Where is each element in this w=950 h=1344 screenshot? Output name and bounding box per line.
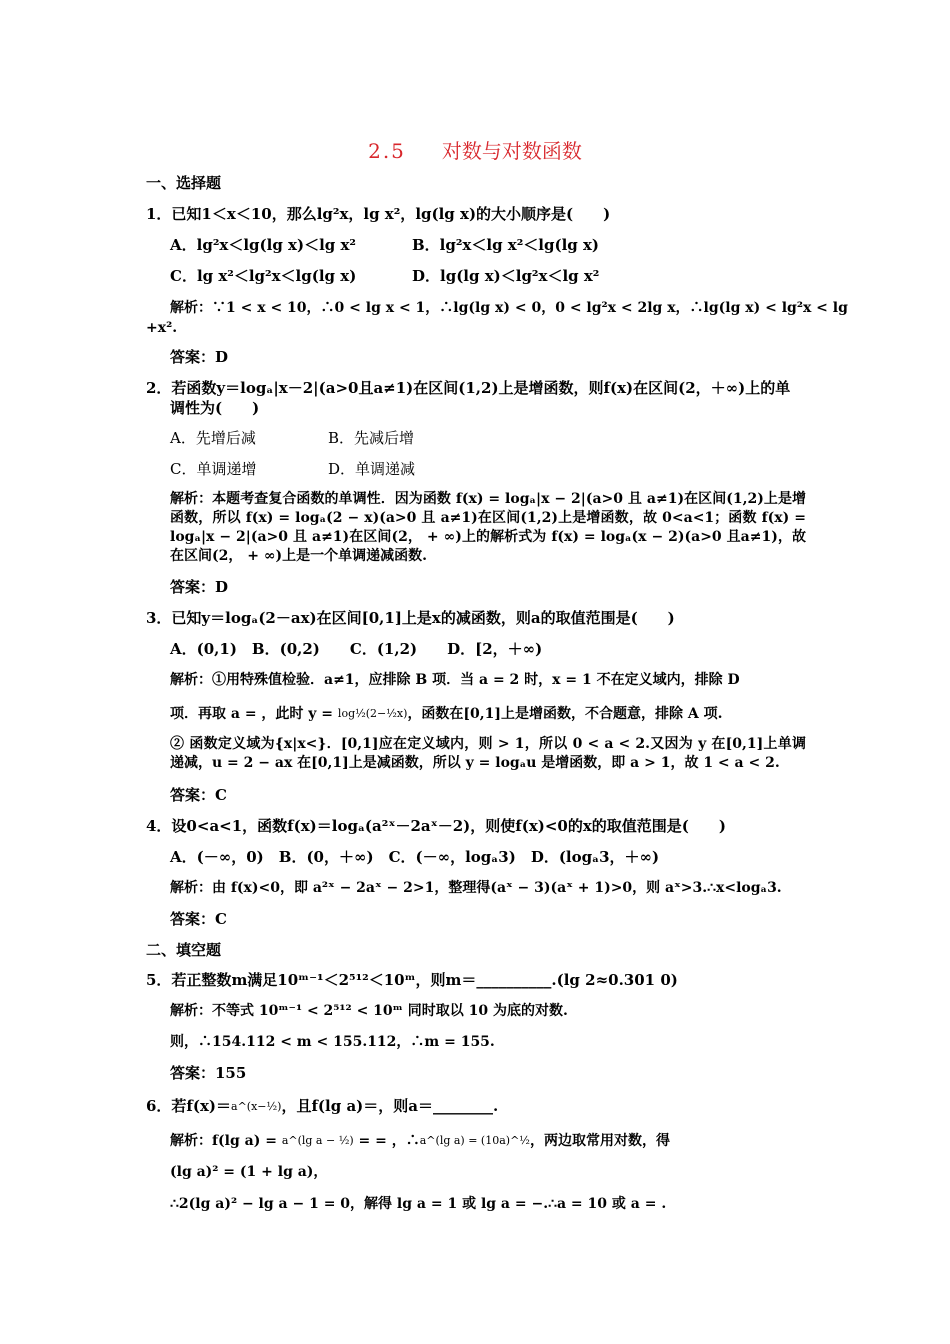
question-3-stem: 3．已知y＝logₐ(2－ax)在区间[0,1]上是x的减函数，则a的取值范围是( ) bbox=[146, 609, 675, 627]
question-3-options: A．(0,1) B．(0,2) C．(1,2) D．[2，＋∞) bbox=[170, 640, 543, 658]
question-2-option-b: B．先减后增 bbox=[328, 429, 415, 447]
question-3-answer: 答案：C bbox=[170, 786, 227, 804]
analysis-text: ，两边取常用对数，得 bbox=[529, 1133, 670, 1149]
page-title bbox=[0, 138, 950, 164]
question-6-analysis-2: (lg a)² = (1 + lg a)， bbox=[170, 1164, 328, 1180]
section-heading-choice: 一、选择题 bbox=[146, 174, 222, 192]
question-5-analysis-1: 解析：不等式 10ᵐ⁻¹ < 2⁵¹² < 10ᵐ 同时取以 10 为底的对数. bbox=[170, 1003, 568, 1019]
question-5-analysis-2: 则，∴154.112 < m < 155.112，∴m = 155. bbox=[170, 1034, 495, 1050]
question-5-answer: 答案：155 bbox=[170, 1064, 247, 1082]
question-2-stem-cont: 调性为( ) bbox=[170, 399, 260, 417]
question-3-analysis-3: ② 函数定义域为{x|x<}．[0,1]应在定义域内，则 > 1，所以 0 < a < 2.又因为 y 在[0,1]上单调递减，u = 2 − ax 在[0,1]上是减函数，所以 y = logₐu 是增函数，即 a > 1，故 1 < a < 2. bbox=[170, 736, 806, 771]
question-6-analysis-3: ∴2(lg a)² − lg a − 1 = 0，解得 lg a = 1 或 lg a = −.∴a = 10 或 a = . bbox=[170, 1196, 667, 1212]
question-1-stem: 1．已知1＜x＜10，那么lg²x，lg x²，lg(lg x)的大小顺序是( ) bbox=[146, 205, 611, 223]
analysis-text: ，函数在[0,1]上是增函数，不合题意，排除 A 项. bbox=[407, 706, 723, 722]
question-2-option-c: C．单调递增 bbox=[170, 460, 257, 478]
stem-text: ，且f(lg a)＝，则a＝________. bbox=[281, 1097, 499, 1115]
question-2-option-d: D．单调递减 bbox=[328, 460, 416, 478]
analysis-text: = = ，∴ bbox=[353, 1133, 420, 1149]
section-title: 对数与对数函数 bbox=[441, 139, 582, 163]
question-1-option-c: C．lg x²＜lg²x＜lg(lg x) bbox=[170, 267, 357, 285]
question-6-analysis-1 bbox=[170, 1131, 670, 1151]
section-heading-fill: 二、填空题 bbox=[146, 941, 222, 959]
question-1-option-d: D．lg(lg x)＜lg²x＜lg x² bbox=[412, 267, 600, 285]
question-1-answer: 答案：D bbox=[170, 348, 229, 366]
question-2-option-a: A．先增后减 bbox=[170, 429, 256, 447]
question-4-options: A．(－∞，0) B．(0，＋∞) C．(－∞，logₐ3) D．(logₐ3，＋∞) bbox=[170, 848, 660, 866]
log-formula-image: log½(2−½x) bbox=[337, 707, 408, 720]
equation-formula-image: a^(lg a) = (10a)^½ bbox=[419, 1134, 530, 1147]
question-5-stem: 5．若正整数m满足10ᵐ⁻¹＜2⁵¹²＜10ᵐ，则m＝__________.(lg 2≈0.301 0) bbox=[146, 971, 678, 989]
question-4-answer: 答案：C bbox=[170, 910, 227, 928]
question-6-stem bbox=[146, 1096, 498, 1117]
analysis-text: 解析：f(lg a) = bbox=[170, 1133, 282, 1149]
stem-text: 6．若f(x)＝ bbox=[146, 1097, 232, 1115]
question-1-analysis-cont: +x². bbox=[146, 320, 178, 336]
analysis-text: 项．再取 a = ，此时 y = bbox=[170, 706, 338, 722]
question-1-analysis: 解析：∵1 < x < 10，∴0 < lg x < 1，∴lg(lg x) < 0，0 < lg²x < 2lg x，∴lg(lg x) < lg²x < lg bbox=[170, 300, 848, 316]
section-number: 2.5 bbox=[368, 139, 406, 163]
question-4-analysis: 解析：由 f(x)<0，即 a²ˣ − 2aˣ − 2>1，整理得(aˣ − 3)(aˣ + 1)>0，则 aˣ>3.∴x<logₐ3. bbox=[170, 880, 782, 896]
question-3-analysis-1: 解析：①用特殊值检验．a≠1，应排除 B 项．当 a = 2 时，x = 1 不在定义域内，排除 D bbox=[170, 672, 740, 688]
exponent-formula-image: a^(lg a − ½) bbox=[281, 1134, 354, 1147]
question-1-option-a: A．lg²x＜lg(lg x)＜lg x² bbox=[170, 236, 356, 254]
question-1-option-b: B．lg²x＜lg x²＜lg(lg x) bbox=[412, 236, 600, 254]
question-2-answer: 答案：D bbox=[170, 578, 229, 596]
question-3-analysis-2 bbox=[170, 704, 723, 724]
question-4-stem: 4．设0<a<1，函数f(x)＝logₐ(a²ˣ－2aˣ－2)，则使f(x)<0的x的取值范围是( ) bbox=[146, 817, 726, 835]
question-2-analysis: 解析：本题考查复合函数的单调性．因为函数 f(x) = logₐ|x − 2|(a>0 且 a≠1)在区间(1,2)上是增函数，所以 f(x) = logₐ(2 − x)(a>0 且 a≠1)在区间(1,2)上是增函数，故 0<a<1；函数 f(x) = logₐ|x − 2|(a>0 且 a≠1)在区间(2， + ∞)上的解析式为 f(x) = logₐ(x − 2)(a>0 且a≠1)，故在区间(2， + ∞)上是一个单调递减函数. bbox=[170, 491, 806, 564]
exponent-formula-image: a^(x−½) bbox=[231, 1100, 282, 1113]
question-2-stem: 2．若函数y＝logₐ|x－2|(a>0且a≠1)在区间(1,2)上是增函数，则f(x)在区间(2，＋∞)上的单 bbox=[146, 379, 791, 397]
